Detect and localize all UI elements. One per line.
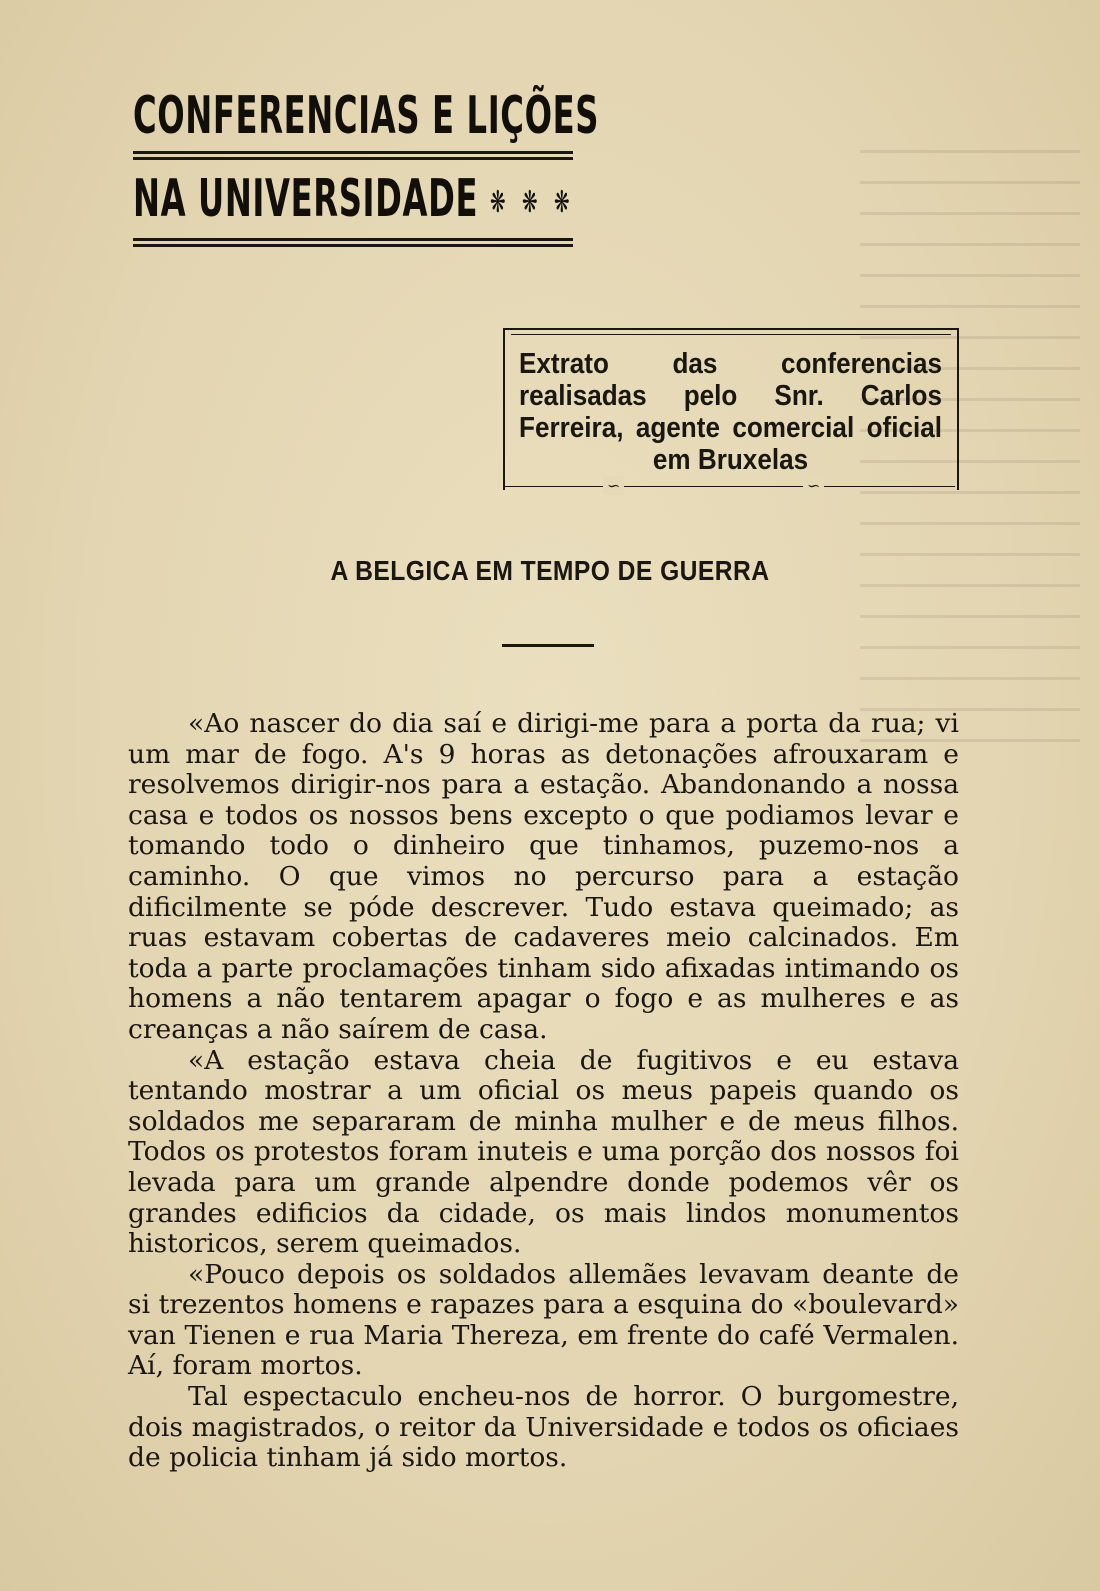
heading-double-rule-bottom (133, 238, 573, 247)
heading-line-2-text: NA UNIVERSIDADE (133, 169, 479, 229)
heading-block (133, 86, 600, 258)
extract-text: Extrato das conferencias realisadas pelo Snr. Carlos Ferreira, agente comercial oficial em Bruxelas (519, 348, 942, 476)
heading-double-rule (133, 151, 573, 160)
heading-line-1: CONFERENCIAS E LIÇÕES (133, 86, 600, 146)
section-rule (502, 644, 594, 647)
heading-line-2 (133, 169, 575, 231)
ornament-icon: ❋ ❋ ❋ (489, 185, 575, 220)
ornamental-rule-line (503, 486, 955, 487)
paragraph: «A estação estava cheia de fugitivos e eu estava tentando mostrar a um oficial os meus papeis quando os soldados me separaram de minha mulher e de meus filhos. Todos os protestos foram inuteis e uma porção dos nossos foi levada para um grande alpendre donde podemos vêr os grandes edificios da cidade, os mais lindos monumentos historicos, serem queimados. (128, 1044, 959, 1260)
body-text (128, 709, 959, 1474)
paragraph: Tal espectaculo encheu-nos de horror. O burgomestre, dois magistrados, o reitor da Universidade e todos os oficiaes de policia tinham já sido mortos. (128, 1381, 959, 1474)
section-title: A BELGICA EM TEMPO DE GUERRA (330, 555, 770, 586)
extract-box (503, 328, 959, 490)
swash-left-icon: ∽ (603, 476, 624, 495)
ornamental-rule (503, 476, 955, 496)
paragraph: «Ao nascer do dia saí e dirigi-me para a porta da rua; vi um mar de fogo. A's 9 horas as detonações afrouxaram e resolvemos dirigir-nos para a estação. Abandonando a nossa casa e todos os nossos bens excepto o que podiamos levar e tomando todo o dinheiro que tinhamos, puzemo-nos a caminho. O que vimos no percurso para a estação dificilmente se póde descrever. Tudo estava queimado; as ruas estavam cobertas de cadaveres meio calcinados. Em toda a parte proclamações tinham sido afixadas intimando os homens a não tentarem apagar o fogo e as mulheres e as creanças a não saírem de casa. (128, 708, 959, 1045)
swash-right-icon: ∽ (803, 476, 824, 495)
paragraph: «Pouco depois os soldados allemães levavam deante de si trezentos homens e rapazes para a esquina do «boulevard» van Tienen e rua Maria Thereza, em frente do café Vermalen. Aí, foram mortos. (128, 1258, 959, 1382)
